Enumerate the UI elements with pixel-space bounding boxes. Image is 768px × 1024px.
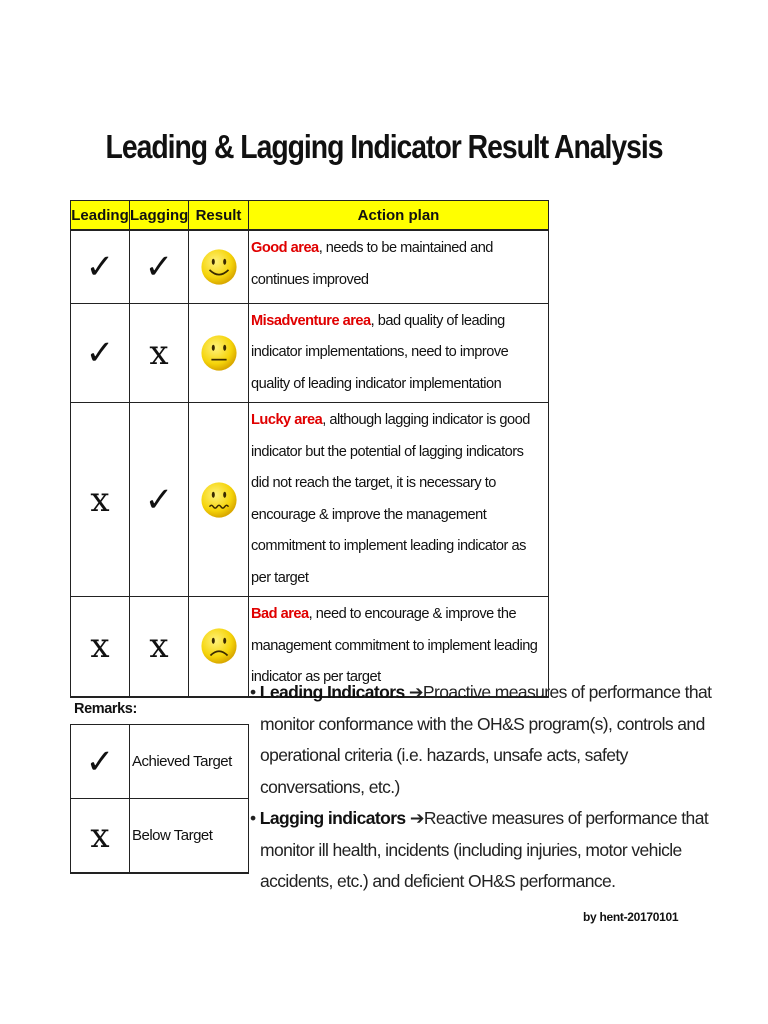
remarks-cross-mark: x (71, 799, 130, 874)
header-leading: Leading (71, 201, 130, 231)
area-name: Lucky area (251, 412, 323, 428)
definition-text: Proactive measures of performance that monitor conformance with the OH&S program(s), controls and operational criteria (i.e. hazards, unsafe acts, safety conversations, etc.) (260, 682, 712, 797)
arrow-icon: ➔ (408, 682, 423, 702)
remarks-label: Remarks: (74, 701, 137, 717)
area-name: Bad area (251, 606, 309, 622)
table-row (71, 303, 549, 403)
leading-cross-mark: x (71, 597, 130, 697)
definition-term: Lagging indicators (259, 808, 406, 828)
neutral-face-icon (200, 334, 238, 372)
lagging-check-mark: ✓ (130, 403, 189, 597)
action-plan-cell (249, 303, 549, 403)
list-item (250, 677, 720, 803)
action-plan-cell (249, 230, 549, 303)
result-cell (189, 303, 249, 403)
area-description: , bad quality of leading indicator implementations, need to improve quality of leading indicator implementation (251, 312, 509, 392)
lagging-cross-mark: x (130, 597, 189, 697)
area-description: , although lagging indicator is good indicator but the potential of lagging indicators did not reach the target, it is necessary to encourage & improve the management commitment to implement leading indicator as per target (251, 412, 530, 586)
indicator-table (70, 200, 549, 698)
lagging-cross-mark: x (130, 303, 189, 403)
remarks-table (70, 724, 249, 874)
bullet-mark: • (250, 808, 256, 828)
area-description: , need to encourage & improve the management commitment to implement leading indicator as per target (251, 606, 538, 685)
remarks-label-text: Below Target (130, 799, 249, 874)
header-action-plan: Action plan (249, 201, 549, 231)
remarks-check-mark: ✓ (71, 725, 130, 799)
table-row (71, 403, 549, 597)
header-result: Result (189, 201, 249, 231)
leading-check-mark: ✓ (71, 303, 130, 403)
area-name: Misadventure area (251, 312, 371, 329)
nervous-face-icon (200, 481, 238, 519)
sad-face-icon (200, 627, 238, 665)
result-cell (189, 403, 249, 597)
leading-cross-mark: x (71, 403, 130, 597)
lagging-check-mark: ✓ (130, 230, 189, 303)
definition-term: Leading Indicators (259, 682, 405, 702)
definition-text: Reactive measures of performance that monitor ill health, incidents (including injuries, motor vehicle accidents, etc.) and deficient OH&S performance. (260, 808, 709, 891)
arrow-icon: ➔ (409, 808, 424, 828)
happy-face-icon (200, 248, 238, 286)
leading-check-mark: ✓ (71, 230, 130, 303)
bullet-mark: • (250, 682, 256, 702)
definitions-list (250, 677, 720, 898)
area-name: Good area (251, 240, 319, 256)
remarks-row (71, 725, 249, 799)
list-item (250, 803, 720, 898)
table-row (71, 230, 549, 303)
result-cell (189, 597, 249, 697)
table-header-row (71, 201, 549, 231)
page-title: Leading & Lagging Indicator Result Analysis (105, 128, 663, 165)
author-byline: by hent-20170101 (583, 910, 679, 924)
remarks-row (71, 799, 249, 874)
result-cell (189, 230, 249, 303)
action-plan-cell (249, 403, 549, 597)
area-description: , needs to be maintained and continues improved (251, 240, 493, 288)
header-lagging: Lagging (130, 201, 189, 231)
remarks-label-text: Achieved Target (130, 725, 249, 799)
